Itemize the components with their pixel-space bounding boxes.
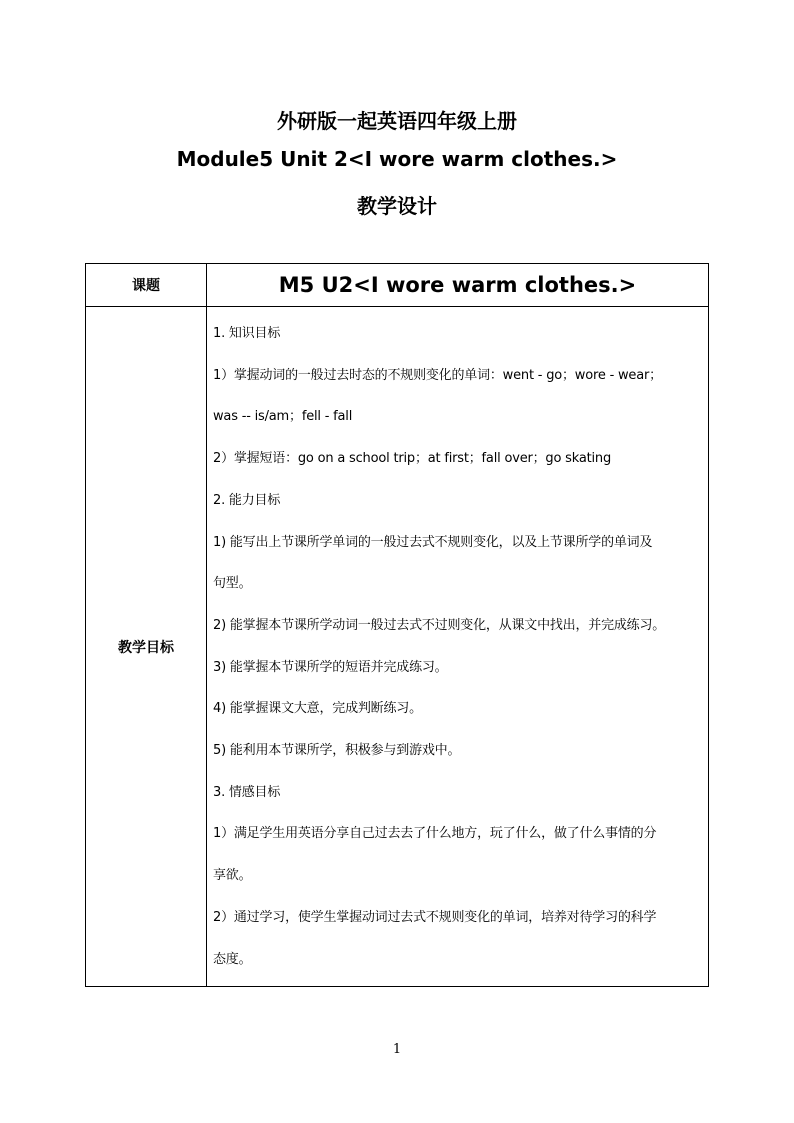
document-title: 外研版一起英语四年级上册 [277,109,517,133]
objective-line: 4) 能掌握课文大意，完成判断练习。 [213,701,422,717]
objective-line: 2) 能掌握本节课所学动词一般过去式不过则变化，从课文中找出，并完成练习。 [213,617,666,633]
document-subtitle: Module5 Unit 2<I wore warm clothes.> [176,147,618,171]
objective-line: 2. 能力目标 [213,492,281,508]
objectives-row [86,307,709,987]
objective-line: 享欲。 [213,868,252,884]
objective-line: 1）掌握动词的一般过去时态的不规则变化的单词：went - go；wore - wear； [213,367,662,383]
objective-line: 态度。 [213,951,252,967]
objective-line: was -- is/am；fell - fall [213,409,353,425]
objective-line: 3. 情感目标 [213,784,281,800]
topic-row [86,264,709,307]
page-number: 1 [392,1042,402,1057]
topic-value: M5 U2<I wore warm clothes.> [207,264,709,307]
objectives-content [207,307,709,987]
objective-line: 5) 能利用本节课所学，积极参与到游戏中。 [213,743,461,759]
objective-line: 1）满足学生用英语分享自己过去去了什么地方，玩了什么，做了什么事情的分 [213,826,657,842]
objectives-label: 教学目标 [86,307,207,987]
objective-line: 1. 知识目标 [213,326,281,341]
lesson-plan-table [85,263,709,987]
objective-line: 1) 能写出上节课所学单词的一般过去式不规则变化，以及上节课所学的单词及 [213,534,653,550]
objective-line: 3) 能掌握本节课所学的短语并完成练习。 [213,659,448,675]
topic-label: 课题 [86,264,207,307]
objective-line: 2）通过学习，使学生掌握动词过去式不规则变化的单词，培养对待学习的科学 [213,909,657,925]
document-type-heading: 教学设计 [357,194,437,218]
objective-line: 句型。 [213,576,252,592]
objective-line: 2）掌握短语：go on a school trip；at first；fall over；go skating [213,451,612,467]
